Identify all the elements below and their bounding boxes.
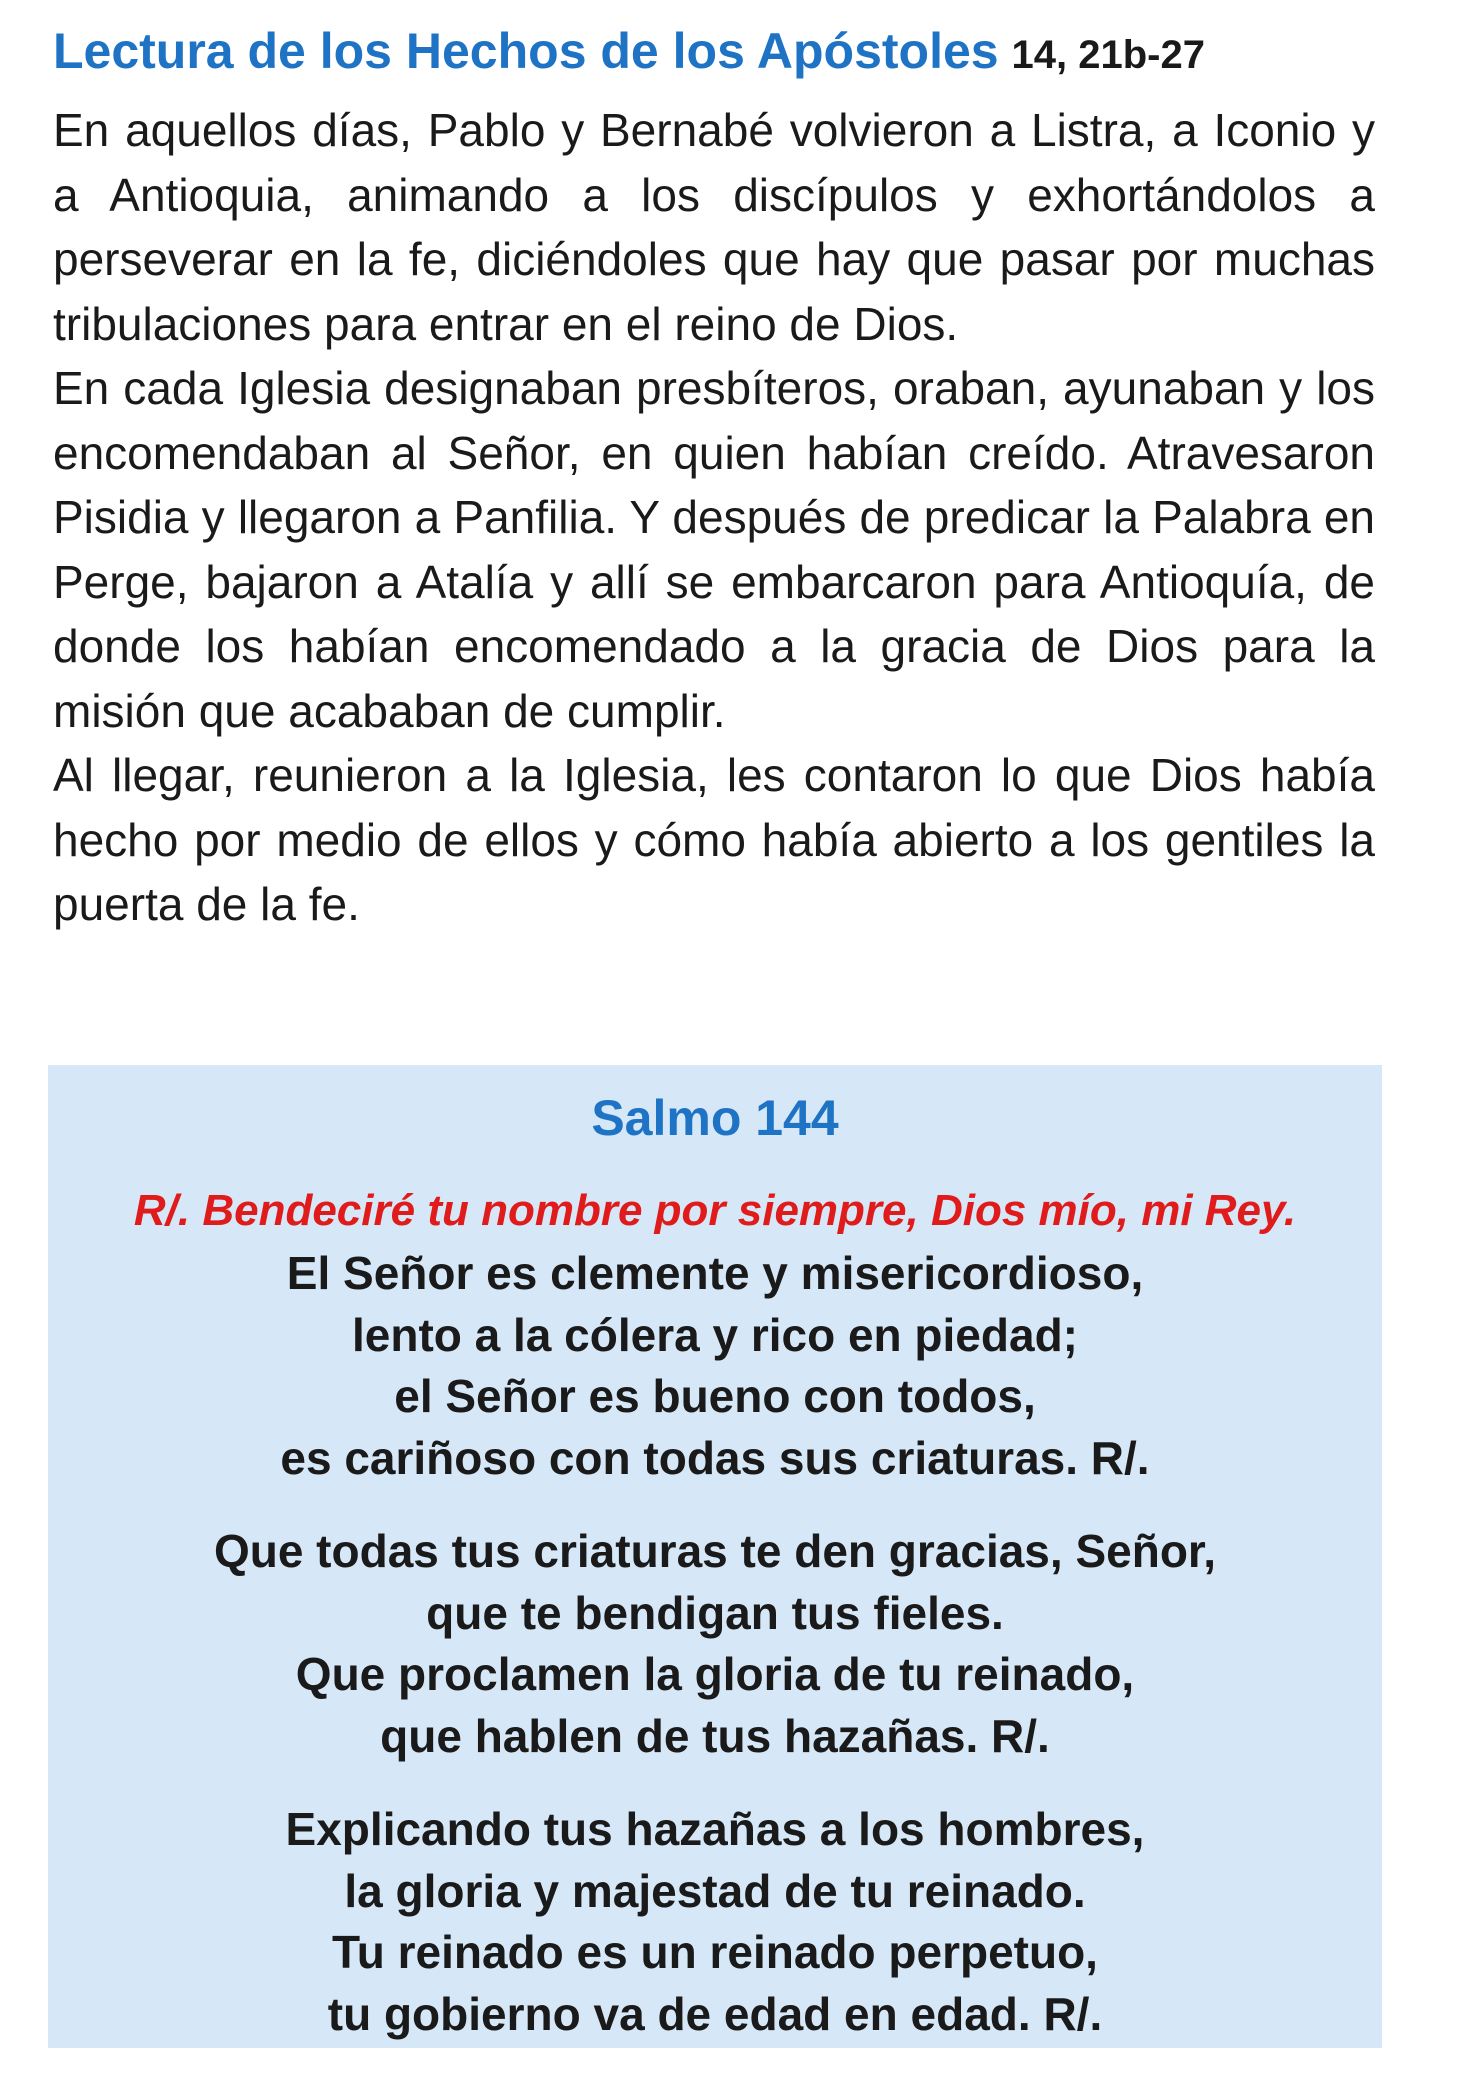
psalm-stanzas <box>48 1243 1382 2077</box>
reading-paragraph: Al llegar, reunieron a la Iglesia, les contaron lo que Dios había hecho por medio de ellos y cómo había abierto a los gentiles la puerta de la fe. <box>53 749 1375 930</box>
verse-line: Explicando tus hazañas a los hombres, <box>285 1803 1145 1855</box>
verse-line: que hablen de tus hazañas. R/. <box>380 1709 1050 1762</box>
verse-line: El Señor es clemente y misericordioso, <box>286 1247 1144 1299</box>
reading-paragraph: En aquellos días, Pablo y Bernabé volvieron a Listra, a Iconio y a Antioquia, animando a los discípulos y exhortándolos a perseverar en la fe, diciéndoles que hay que pasar por muchas tribulaciones para entrar en el reino de Dios. <box>53 104 1375 350</box>
verse-line: que te bendigan tus fieles. <box>426 1586 1004 1639</box>
psalm-title: Salmo 144 <box>591 1090 839 1146</box>
reading-paragraph: En cada Iglesia designaban presbíteros, oraban, ayunaban y los encomendaban al Señor, en quien habían creído. Atravesaron Pisidia y llegaron a Panfilia. Y después de predicar la Palabra en Perge, bajaron a Atalía y allí se embarcaron para Antioquía, de donde los habían encomendado a la gracia de Dios para la misión que acababan de cumplir. <box>53 362 1375 737</box>
verse-line: tu gobierno va de edad en edad. R/. <box>327 1987 1103 2040</box>
psalm-stanza <box>48 1243 1382 1489</box>
reading-reference: 14, 21b-27 <box>1011 33 1205 77</box>
psalm-stanza <box>48 1799 1382 2045</box>
psalm-box <box>48 1065 1382 2048</box>
first-reading <box>53 20 1375 937</box>
reading-title: Lectura de los Hechos de los Apóstoles <box>53 23 999 79</box>
verse-line: la gloria y majestad de tu reinado. <box>344 1864 1086 1917</box>
verse-line: Que proclamen la gloria de tu reinado, <box>295 1648 1135 1700</box>
verse-line: es cariñoso con todas sus criaturas. R/. <box>280 1431 1150 1484</box>
verse-line: lento a la cólera y rico en piedad; <box>351 1308 1078 1361</box>
reading-body <box>53 98 1375 937</box>
psalm-response: R/. Bendeciré tu nombre por siempre, Dios mío, mi Rey. <box>133 1186 1297 1235</box>
verse-line: Que todas tus criaturas te den gracias, Señor, <box>213 1525 1217 1577</box>
verse-line: Tu reinado es un reinado perpetuo, <box>332 1926 1098 1978</box>
verse-line: el Señor es bueno con todos, <box>394 1370 1036 1422</box>
reading-heading <box>53 20 1375 88</box>
psalm-stanza <box>48 1521 1382 1767</box>
